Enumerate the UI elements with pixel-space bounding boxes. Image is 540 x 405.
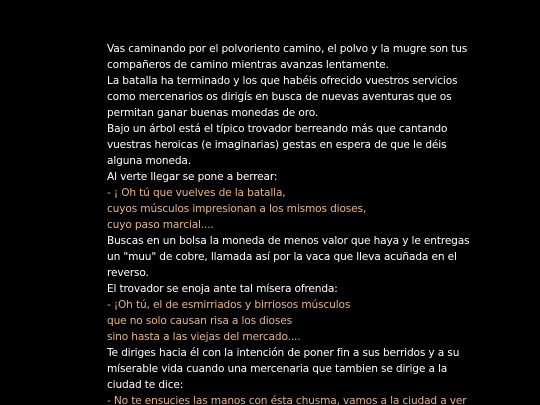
story-line-5: permitan ganar buenas monedas de oro. [107, 107, 319, 119]
story-line-14: un "muu" de cobre, llamada así por la vaca que lleva acuñada en el [107, 251, 457, 263]
story-line-3: La batalla ha terminado y los que habéis ofrecido vuestros servicios [107, 75, 458, 87]
story-line-9: Al verte llegar se pone a berrear: [107, 171, 278, 183]
story-line-22: ciudad te dice: [107, 379, 184, 391]
mercenary-speech-line-1: - No te ensucies las manos con ésta chusma, vamos a la ciudad a ver [107, 395, 467, 405]
troubadour-verse-line-3: cuyo paso marcial.... [107, 219, 214, 231]
story-line-4: como mercenarios os dirigís en busca de nuevas aventuras que os [107, 91, 452, 103]
story-line-8: alguna moneda. [107, 155, 191, 167]
story-line-6: Bajo un árbol está el típico trovador berreando más que cantando [107, 123, 448, 135]
story-line-21: míserable vida cuando una mercenaria que tambien se dirige a la [107, 363, 448, 375]
troubadour-insult-line-1: - ¡Oh tú, el de esmirriados y birriosos músculos [107, 299, 351, 311]
story-line-13: Buscas en un bolsa la moneda de menos valor que haya y le entregas [107, 235, 470, 247]
troubadour-insult-line-3: sino hasta a las viejas del mercado.... [107, 331, 301, 343]
story-line-20: Te diriges hacia él con la intención de poner fin a sus berridos y a su [107, 347, 460, 359]
troubadour-verse-line-2: cuyos músculos impresionan a los mismos dioses, [107, 203, 367, 215]
story-line-15: reverso. [107, 267, 149, 279]
story-text [107, 41, 535, 405]
story-line-7: vuestras heroicas (e imaginarias) gestas en espera de que le déis [107, 139, 447, 151]
troubadour-insult-line-2: que no solo causan risa a los dioses [107, 315, 292, 327]
troubadour-verse-line-1: - ¡ Oh tú que vuelves de la batalla, [107, 187, 286, 199]
story-line-2: compañeros de camino mientras avanzas lentamente. [107, 59, 389, 71]
story-line-1: Vas caminando por el polvoriento camino, el polvo y la mugre son tus [107, 43, 468, 55]
story-line-16: El trovador se enoja ante tal mísera ofrenda: [107, 283, 338, 295]
